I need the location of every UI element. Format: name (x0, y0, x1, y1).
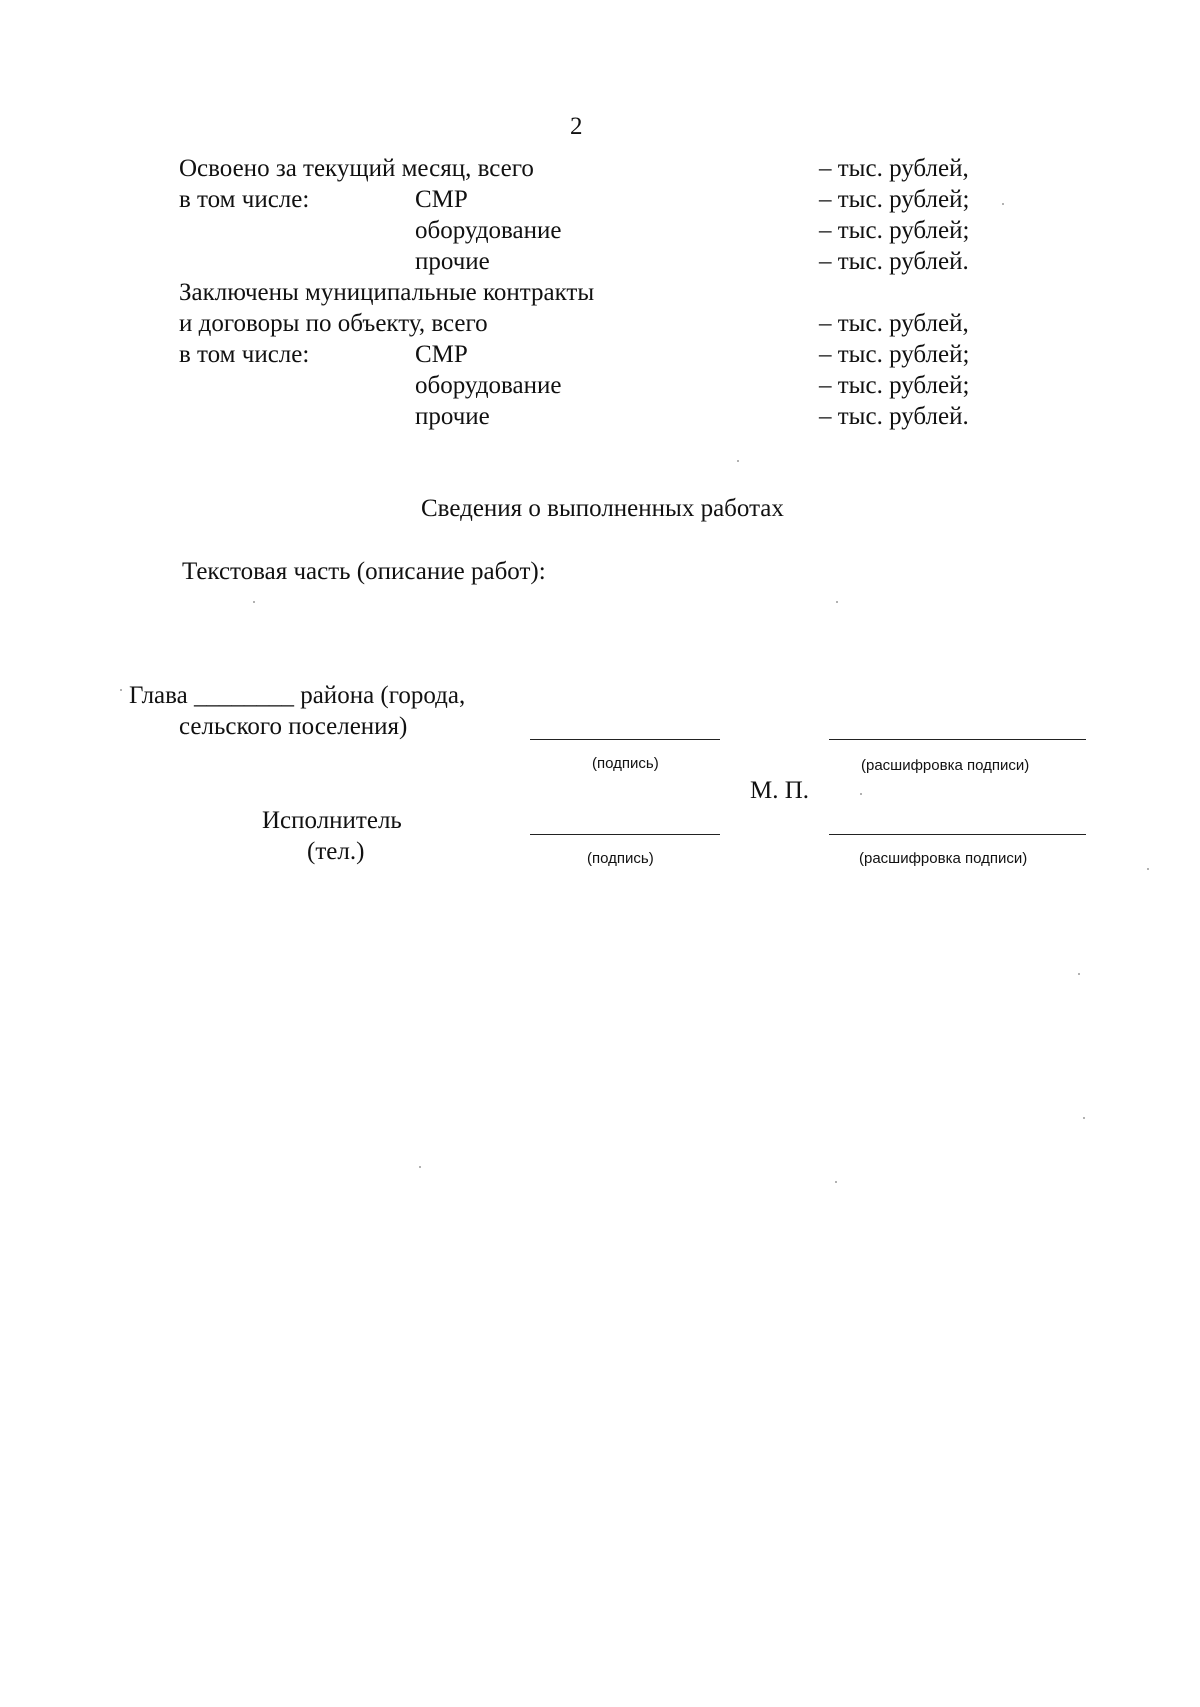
mastered-item-label: оборудование (415, 217, 562, 244)
contracts-item-value: – тыс. рублей. (819, 403, 969, 430)
contracts-heading-line1: Заключены муниципальные контракты (179, 279, 595, 306)
text-part-label: Текстовая часть (описание работ): (182, 558, 546, 585)
head-signature-caption: (подпись) (592, 755, 659, 772)
seal-mark: М. П. (750, 777, 810, 804)
contracts-including-label: в том числе: (179, 341, 310, 368)
scan-speck (419, 1166, 421, 1168)
scan-speck (836, 601, 838, 603)
head-decode-caption: (расшифровка подписи) (861, 757, 1030, 774)
contracts-item-value: – тыс. рублей; (819, 372, 970, 399)
contracts-item-value: – тыс. рублей; (819, 341, 970, 368)
head-title-line2: сельского поселения) (179, 713, 408, 740)
mastered-item-value: – тыс. рублей; (819, 186, 970, 213)
mastered-including-label: в том числе: (179, 186, 310, 213)
mastered-item-value: – тыс. рублей; (819, 217, 970, 244)
head-title-line1: Глава ________ района (города, (129, 682, 466, 709)
scan-speck (860, 793, 862, 795)
executor-phone: (тел.) (307, 838, 365, 865)
scan-speck (1083, 1117, 1085, 1119)
mastered-heading: Освоено за текущий месяц, всего (179, 155, 534, 182)
head-decode-line (829, 739, 1086, 740)
executor-decode-caption: (расшифровка подписи) (859, 850, 1028, 867)
executor-label: Исполнитель (262, 807, 402, 834)
executor-decode-line (829, 834, 1086, 835)
scan-speck (1078, 973, 1080, 975)
mastered-item-value: – тыс. рублей. (819, 248, 969, 275)
scan-speck (120, 689, 122, 691)
scan-speck (1002, 203, 1004, 205)
contracts-total-value: – тыс. рублей, (819, 310, 969, 337)
contracts-item-label: оборудование (415, 372, 562, 399)
contracts-item-label: прочие (415, 403, 490, 430)
works-section-title: Сведения о выполненных работах (421, 495, 784, 522)
page-number: 2 (570, 113, 583, 140)
scan-speck (737, 460, 739, 462)
scan-speck (253, 601, 255, 603)
scan-speck (1147, 868, 1149, 870)
contracts-heading-line2: и договоры по объекту, всего (179, 310, 488, 337)
scan-speck (835, 1181, 837, 1183)
contracts-item-label: СМР (415, 341, 468, 368)
mastered-item-label: СМР (415, 186, 468, 213)
executor-signature-line (530, 834, 720, 835)
mastered-total-value: – тыс. рублей, (819, 155, 969, 182)
head-signature-line (530, 739, 720, 740)
executor-signature-caption: (подпись) (587, 850, 654, 867)
mastered-item-label: прочие (415, 248, 490, 275)
